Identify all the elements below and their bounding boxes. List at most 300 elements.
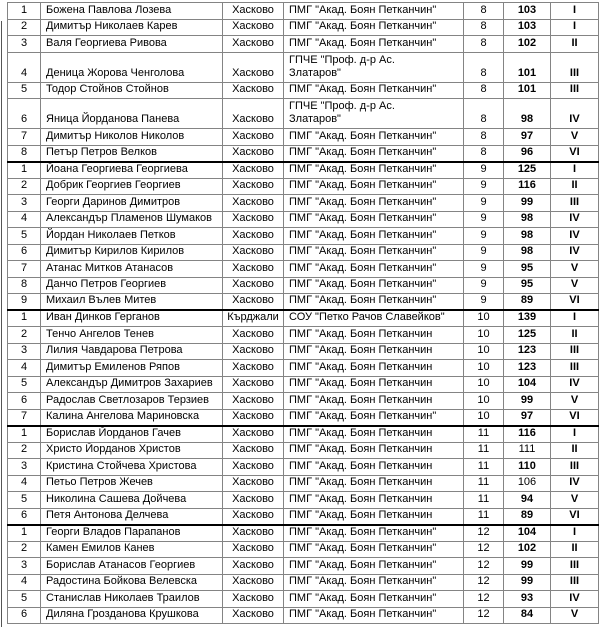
school-cell <box>284 558 464 575</box>
school-text: ПМГ "Акад. Боян Петканчин" <box>289 525 437 538</box>
rank-cell: I <box>551 162 599 179</box>
row-number-cell: 6 <box>8 244 41 261</box>
name-cell: Камен Емилов Канев <box>41 541 223 558</box>
name-cell: Диляна Грозданова Крушкова <box>41 607 223 624</box>
school-cell <box>284 492 464 509</box>
school-cell <box>284 459 464 476</box>
school-cell <box>284 360 464 377</box>
city-cell: Хасково <box>223 343 284 360</box>
row-number-cell: 7 <box>8 409 41 426</box>
school-text: ПМГ "Акад. Боян Петканчин" <box>289 542 437 554</box>
school-text: ПМГ "Акад. Боян Петканчин <box>289 508 433 521</box>
table-row <box>8 607 599 624</box>
city-cell: Хасково <box>223 195 284 212</box>
rank-cell: IV <box>551 591 599 608</box>
name-cell: Борислав Йорданов Гачев <box>41 426 223 443</box>
table-row <box>8 228 599 245</box>
name-cell: Добрик Георгиев Георгиев <box>41 178 223 195</box>
row-number-cell: 3 <box>8 195 41 212</box>
name-cell: Петя Антонова Делчева <box>41 508 223 525</box>
city-cell: Хасково <box>223 459 284 476</box>
school-cell <box>284 244 464 261</box>
school-text: ПМГ "Акад. Боян Петканчин" <box>289 278 437 290</box>
row-number-cell: 5 <box>8 228 41 245</box>
name-cell: Йордан Николаев Петков <box>41 228 223 245</box>
table-row <box>8 99 599 129</box>
school-cell <box>284 475 464 492</box>
grade-cell: 10 <box>464 393 504 410</box>
city-cell: Хасково <box>223 3 284 20</box>
city-cell: Хасково <box>223 228 284 245</box>
results-table <box>7 2 599 624</box>
school-cell <box>284 3 464 20</box>
row-number-cell: 4 <box>8 360 41 377</box>
school-text: ПМГ "Акад. Боян Петканчин" <box>289 83 437 95</box>
rank-cell: IV <box>551 244 599 261</box>
name-cell: Тодор Стойнов Стойнов <box>41 82 223 99</box>
cropped-left-column-border <box>1 21 2 627</box>
score-cell: 125 <box>504 162 551 179</box>
score-cell: 103 <box>504 3 551 20</box>
name-cell: Георги Даринов Димитров <box>41 195 223 212</box>
row-number-cell: 3 <box>8 343 41 360</box>
name-cell: Калина Ангелова Мариновска <box>41 409 223 426</box>
score-cell: 98 <box>504 244 551 261</box>
table-row <box>8 360 599 377</box>
rank-cell: III <box>551 195 599 212</box>
city-cell: Хасково <box>223 607 284 624</box>
score-cell: 93 <box>504 591 551 608</box>
row-number-cell: 7 <box>8 261 41 278</box>
score-cell: 106 <box>504 475 551 492</box>
school-cell <box>284 82 464 99</box>
school-text: ПМГ "Акад. Боян Петканчин" <box>289 558 437 571</box>
school-text: ПМГ "Акад. Боян Петканчин <box>289 327 433 340</box>
score-cell: 111 <box>504 442 551 459</box>
grade-cell: 12 <box>464 558 504 575</box>
row-number-cell: 5 <box>8 591 41 608</box>
school-text: ПМГ "Акад. Боян Петканчин <box>289 344 433 356</box>
row-number-cell: 8 <box>8 277 41 294</box>
school-text: ПМГ "Акад. Боян Петканчин" <box>289 179 437 191</box>
table-row <box>8 475 599 492</box>
city-cell: Хасково <box>223 327 284 344</box>
score-cell: 98 <box>504 228 551 245</box>
row-number-cell: 1 <box>8 162 41 179</box>
school-text: ПМГ "Акад. Боян Петканчин" <box>289 212 437 224</box>
school-text: ПМГ "Акад. Боян Петканчин" <box>289 129 437 142</box>
rank-cell: V <box>551 492 599 509</box>
grade-cell: 12 <box>464 525 504 542</box>
school-text: ПМГ "Акад. Боян Петканчин" <box>289 20 437 32</box>
table-row <box>8 52 599 82</box>
grade-cell: 11 <box>464 426 504 443</box>
city-cell: Хасково <box>223 145 284 162</box>
rank-cell: VI <box>551 508 599 525</box>
rank-cell: III <box>551 574 599 591</box>
table-row <box>8 145 599 162</box>
rank-cell: V <box>551 129 599 146</box>
table-row <box>8 343 599 360</box>
school-cell <box>284 178 464 195</box>
score-cell: 84 <box>504 607 551 624</box>
name-cell: Деница Жорова Ченголова <box>41 52 223 82</box>
school-cell <box>284 52 464 82</box>
row-number-cell: 3 <box>8 459 41 476</box>
school-cell <box>284 99 464 129</box>
name-cell: Борислав Атанасов Георгиев <box>41 558 223 575</box>
grade-cell: 9 <box>464 228 504 245</box>
score-cell: 97 <box>504 409 551 426</box>
score-cell: 99 <box>504 393 551 410</box>
name-cell: Радослав Светлозаров Терзиев <box>41 393 223 410</box>
row-number-cell: 2 <box>8 541 41 558</box>
table-row <box>8 558 599 575</box>
grade-cell: 9 <box>464 178 504 195</box>
school-cell <box>284 525 464 542</box>
grade-cell: 11 <box>464 459 504 476</box>
city-cell: Хасково <box>223 393 284 410</box>
row-number-cell: 1 <box>8 525 41 542</box>
city-cell: Хасково <box>223 261 284 278</box>
table-row <box>8 492 599 509</box>
row-number-cell: 2 <box>8 19 41 36</box>
grade-cell: 8 <box>464 145 504 162</box>
city-cell: Хасково <box>223 409 284 426</box>
score-cell: 94 <box>504 492 551 509</box>
grade-cell: 10 <box>464 343 504 360</box>
rank-cell: I <box>551 525 599 542</box>
city-cell: Хасково <box>223 162 284 179</box>
table-row <box>8 591 599 608</box>
table-row <box>8 294 599 311</box>
school-cell <box>284 19 464 36</box>
rank-cell: I <box>551 19 599 36</box>
name-cell: Данчо Петров Георгиев <box>41 277 223 294</box>
name-cell: Николина Сашева Дойчева <box>41 492 223 509</box>
score-cell: 89 <box>504 294 551 311</box>
rank-cell: V <box>551 607 599 624</box>
table-row <box>8 525 599 542</box>
school-cell <box>284 195 464 212</box>
score-cell: 125 <box>504 327 551 344</box>
name-cell: Петьо Петров Жечев <box>41 475 223 492</box>
rank-cell: III <box>551 360 599 377</box>
grade-cell: 9 <box>464 195 504 212</box>
row-number-cell: 2 <box>8 178 41 195</box>
row-number-cell: 4 <box>8 52 41 82</box>
row-number-cell: 6 <box>8 607 41 624</box>
rank-cell: III <box>551 52 599 82</box>
row-number-cell: 6 <box>8 508 41 525</box>
name-cell: Кристина Стойчева Христова <box>41 459 223 476</box>
city-cell: Хасково <box>223 19 284 36</box>
rank-cell: II <box>551 36 599 53</box>
city-cell: Хасково <box>223 82 284 99</box>
grade-cell: 12 <box>464 574 504 591</box>
city-cell: Кърджали <box>223 310 284 327</box>
score-cell: 102 <box>504 541 551 558</box>
row-number-cell: 5 <box>8 82 41 99</box>
table-row <box>8 244 599 261</box>
grade-cell: 11 <box>464 475 504 492</box>
name-cell: Димитър Кирилов Кирилов <box>41 244 223 261</box>
school-text: ПМГ "Акад. Боян Петканчин <box>289 360 433 373</box>
rank-cell: IV <box>551 211 599 228</box>
city-cell: Хасково <box>223 442 284 459</box>
score-cell: 139 <box>504 310 551 327</box>
rank-cell: II <box>551 541 599 558</box>
score-cell: 98 <box>504 211 551 228</box>
score-cell: 123 <box>504 343 551 360</box>
rank-cell: I <box>551 3 599 20</box>
city-cell: Хасково <box>223 244 284 261</box>
score-cell: 99 <box>504 195 551 212</box>
score-cell: 116 <box>504 178 551 195</box>
school-text: ПМГ "Акад. Боян Петканчин" <box>289 409 437 422</box>
rank-cell: VI <box>551 409 599 426</box>
city-cell: Хасково <box>223 294 284 311</box>
school-text: ПМГ "Акад. Боян Петканчин" <box>289 294 437 306</box>
school-cell <box>284 343 464 360</box>
table-row <box>8 327 599 344</box>
rank-cell: I <box>551 426 599 443</box>
score-cell: 99 <box>504 574 551 591</box>
table-row <box>8 3 599 20</box>
table-row <box>8 459 599 476</box>
grade-cell: 10 <box>464 376 504 393</box>
table-row <box>8 393 599 410</box>
school-cell <box>284 376 464 393</box>
school-text: ГПЧЕ "Проф. д-р Ас. Златаров" <box>289 53 395 79</box>
school-text: ПМГ "Акад. Боян Петканчин" <box>289 245 437 257</box>
table-row <box>8 310 599 327</box>
row-number-cell: 4 <box>8 475 41 492</box>
rank-cell: VI <box>551 294 599 311</box>
city-cell: Хасково <box>223 129 284 146</box>
name-cell: Атанас Митков Атанасов <box>41 261 223 278</box>
row-number-cell: 1 <box>8 3 41 20</box>
score-cell: 123 <box>504 360 551 377</box>
score-cell: 89 <box>504 508 551 525</box>
rank-cell: III <box>551 343 599 360</box>
row-number-cell: 4 <box>8 574 41 591</box>
grade-cell: 11 <box>464 508 504 525</box>
row-number-cell: 2 <box>8 327 41 344</box>
grade-cell: 8 <box>464 82 504 99</box>
grade-cell: 8 <box>464 36 504 53</box>
school-text: ПМГ "Акад. Боян Петканчин <box>289 393 433 406</box>
table-row <box>8 129 599 146</box>
school-cell <box>284 426 464 443</box>
rank-cell: III <box>551 558 599 575</box>
table-row <box>8 36 599 53</box>
table-row <box>8 178 599 195</box>
name-cell: Михаил Вълев Митев <box>41 294 223 311</box>
grade-cell: 10 <box>464 310 504 327</box>
grade-cell: 11 <box>464 442 504 459</box>
school-text: ПМГ "Акад. Боян Петканчин <box>289 426 433 439</box>
city-cell: Хасково <box>223 99 284 129</box>
row-number-cell: 4 <box>8 211 41 228</box>
school-cell <box>284 129 464 146</box>
grade-cell: 10 <box>464 409 504 426</box>
table-row <box>8 541 599 558</box>
city-cell: Хасково <box>223 36 284 53</box>
rank-cell: II <box>551 327 599 344</box>
name-cell: Христо Йорданов Христов <box>41 442 223 459</box>
score-cell: 95 <box>504 277 551 294</box>
city-cell: Хасково <box>223 426 284 443</box>
school-cell <box>284 442 464 459</box>
name-cell: Александър Димитров Захариев <box>41 376 223 393</box>
table-row <box>8 508 599 525</box>
school-cell <box>284 228 464 245</box>
row-number-cell: 1 <box>8 310 41 327</box>
city-cell: Хасково <box>223 558 284 575</box>
grade-cell: 12 <box>464 591 504 608</box>
city-cell: Хасково <box>223 211 284 228</box>
rank-cell: V <box>551 277 599 294</box>
city-cell: Хасково <box>223 525 284 542</box>
school-text: ПМГ "Акад. Боян Петканчин <box>289 476 433 488</box>
name-cell: Радостина Бойкова Велевска <box>41 574 223 591</box>
score-cell: 110 <box>504 459 551 476</box>
school-cell <box>284 574 464 591</box>
school-cell <box>284 145 464 162</box>
school-text: ПМГ "Акад. Боян Петканчин" <box>289 3 437 16</box>
name-cell: Димитър Николов Николов <box>41 129 223 146</box>
name-cell: Станислав Николаев Траилов <box>41 591 223 608</box>
school-cell <box>284 310 464 327</box>
school-cell <box>284 162 464 179</box>
grade-cell: 12 <box>464 541 504 558</box>
school-cell <box>284 409 464 426</box>
row-number-cell: 5 <box>8 376 41 393</box>
table-row <box>8 211 599 228</box>
name-cell: Лилия Чавдарова Петрова <box>41 343 223 360</box>
grade-cell: 10 <box>464 360 504 377</box>
school-text: ПМГ "Акад. Боян Петканчин" <box>289 162 437 175</box>
school-cell <box>284 294 464 311</box>
grade-cell: 9 <box>464 294 504 311</box>
row-number-cell: 6 <box>8 99 41 129</box>
score-cell: 104 <box>504 525 551 542</box>
city-cell: Хасково <box>223 591 284 608</box>
school-text: ГПЧЕ "Проф. д-р Ас. Златаров" <box>289 100 395 125</box>
school-text: ПМГ "Акад. Боян Петканчин" <box>289 591 437 604</box>
city-cell: Хасково <box>223 52 284 82</box>
rank-cell: VI <box>551 145 599 162</box>
school-text: ПМГ "Акад. Боян Петканчин" <box>289 195 437 208</box>
row-number-cell: 8 <box>8 145 41 162</box>
name-cell: Божена Павлова Лозева <box>41 3 223 20</box>
score-cell: 103 <box>504 19 551 36</box>
school-text: ПМГ "Акад. Боян Петканчин" <box>289 36 437 49</box>
row-number-cell: 6 <box>8 393 41 410</box>
city-cell: Хасково <box>223 492 284 509</box>
score-cell: 104 <box>504 376 551 393</box>
city-cell: Хасково <box>223 360 284 377</box>
school-cell <box>284 541 464 558</box>
row-number-cell: 3 <box>8 36 41 53</box>
school-cell <box>284 327 464 344</box>
table-row <box>8 376 599 393</box>
score-cell: 99 <box>504 558 551 575</box>
table-row <box>8 195 599 212</box>
rank-cell: III <box>551 459 599 476</box>
score-cell: 116 <box>504 426 551 443</box>
table-row <box>8 574 599 591</box>
grade-cell: 8 <box>464 99 504 129</box>
row-number-cell: 1 <box>8 426 41 443</box>
city-cell: Хасково <box>223 376 284 393</box>
grade-cell: 12 <box>464 607 504 624</box>
score-cell: 101 <box>504 52 551 82</box>
row-number-cell: 9 <box>8 294 41 311</box>
school-cell <box>284 277 464 294</box>
city-cell: Хасково <box>223 574 284 591</box>
table-row <box>8 82 599 99</box>
score-cell: 97 <box>504 129 551 146</box>
name-cell: Тенчо Ангелов Тенев <box>41 327 223 344</box>
name-cell: Георги Владов Парапанов <box>41 525 223 542</box>
row-number-cell: 5 <box>8 492 41 509</box>
school-text: СОУ "Петко Рачов Славейков" <box>289 311 445 323</box>
rank-cell: V <box>551 393 599 410</box>
school-cell <box>284 607 464 624</box>
grade-cell: 9 <box>464 162 504 179</box>
city-cell: Хасково <box>223 475 284 492</box>
name-cell: Валя Георгиева Ривова <box>41 36 223 53</box>
school-cell <box>284 393 464 410</box>
row-number-cell: 3 <box>8 558 41 575</box>
rank-cell: IV <box>551 376 599 393</box>
school-text: ПМГ "Акад. Боян Петканчин" <box>289 228 437 241</box>
name-cell: Яница Йорданова Панева <box>41 99 223 129</box>
score-cell: 98 <box>504 99 551 129</box>
school-text: ПМГ "Акад. Боян Петканчин <box>289 443 433 455</box>
grade-cell: 8 <box>464 19 504 36</box>
grade-cell: 9 <box>464 277 504 294</box>
score-cell: 95 <box>504 261 551 278</box>
school-text: ПМГ "Акад. Боян Петканчин" <box>289 145 437 158</box>
rank-cell: III <box>551 82 599 99</box>
table-row <box>8 442 599 459</box>
grade-cell: 10 <box>464 327 504 344</box>
school-cell <box>284 211 464 228</box>
table-row <box>8 409 599 426</box>
grade-cell: 8 <box>464 3 504 20</box>
rank-cell: IV <box>551 475 599 492</box>
score-cell: 96 <box>504 145 551 162</box>
table-row <box>8 261 599 278</box>
row-number-cell: 2 <box>8 442 41 459</box>
rank-cell: V <box>551 261 599 278</box>
rank-cell: II <box>551 178 599 195</box>
school-cell <box>284 508 464 525</box>
name-cell: Димитър Емиленов Ряпов <box>41 360 223 377</box>
school-text: ПМГ "Акад. Боян Петканчин" <box>289 608 437 620</box>
school-text: ПМГ "Акад. Боян Петканчин <box>289 377 433 389</box>
rank-cell: IV <box>551 99 599 129</box>
score-cell: 102 <box>504 36 551 53</box>
city-cell: Хасково <box>223 178 284 195</box>
school-cell <box>284 261 464 278</box>
rank-cell: II <box>551 442 599 459</box>
name-cell: Александър Пламенов Шумаков <box>41 211 223 228</box>
name-cell: Иван Динков Герганов <box>41 310 223 327</box>
